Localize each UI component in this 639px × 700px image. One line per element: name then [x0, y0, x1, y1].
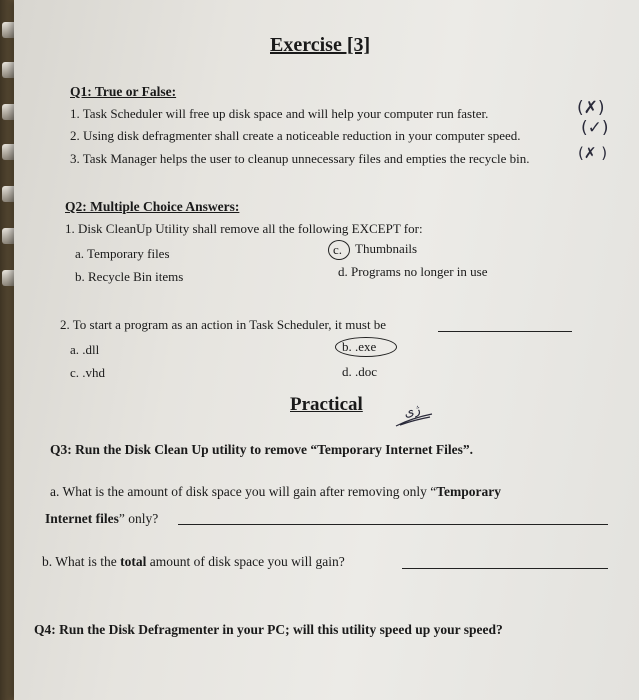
q3-heading: Q3: Run the Disk Clean Up utility to remove “Temporary Internet Files”.: [50, 442, 473, 457]
answer-blank: [402, 568, 608, 569]
q1-answer-3: (✗ ): [578, 144, 608, 162]
q3-part-a-line1: [50, 484, 501, 500]
q1-heading: Q1: True or False:: [70, 84, 177, 99]
q2-1-option-a: a. Temporary files: [75, 246, 170, 261]
exercise-title: Exercise [3]: [270, 34, 371, 56]
answer-blank: [178, 524, 608, 525]
q2-1-option-c: Thumbnails: [355, 241, 418, 256]
q3-b-text-2: amount of disk space you will gain?: [146, 554, 345, 569]
practical-heading: Practical: [290, 394, 363, 415]
q3-part-a-line2: [45, 511, 158, 527]
q2-question-1: 1. Disk CleanUp Utility shall remove all the following EXCEPT for:: [65, 221, 423, 236]
q1-answer-2: (✓): [581, 118, 609, 138]
q2-1-option-d: d. Programs no longer in use: [338, 264, 488, 279]
q2-2-option-b: b. .exe: [342, 339, 377, 354]
scribble-stroke: [394, 412, 434, 428]
handwritten-scribble: ژی: [402, 402, 423, 421]
q3-b-bold: total: [120, 554, 147, 569]
q1-item-3: 3. Task Manager helps the user to cleanup unnecessary files and empties the recycle bin.: [70, 151, 530, 166]
q4-heading: Q4: Run the Disk Defragmenter in your PC; will this utility speed up your speed?: [34, 622, 503, 637]
q1-item-2: 2. Using disk defragmenter shall create a noticeable reduction in your computer speed.: [70, 128, 521, 143]
q2-question-2: 2. To start a program as an action in Task Scheduler, it must be: [60, 317, 387, 332]
worksheet-page: [14, 0, 639, 700]
q2-2-option-d: d. .doc: [342, 364, 378, 379]
q2-1-option-b: b. Recycle Bin items: [75, 269, 184, 284]
q2-2-option-a: a. .dll: [70, 342, 100, 357]
q2-heading: Q2: Multiple Choice Answers:: [65, 199, 240, 214]
q2-1-option-c-letter: c.: [333, 242, 343, 257]
q3-a-text: a. What is the amount of disk space you will gain after removing only “: [50, 484, 437, 499]
q3-a-bold-2: Internet files: [45, 511, 119, 526]
answer-blank: [438, 331, 572, 332]
q1-item-1: 1. Task Scheduler will free up disk space and will help your computer run faster.: [70, 106, 489, 121]
q3-a-bold: Temporary: [436, 484, 502, 499]
q3-a-text-2: ” only?: [118, 511, 159, 526]
q3-b-text: b. What is the: [42, 554, 121, 569]
q1-answer-1: (✗): [577, 98, 605, 118]
q3-part-b: [42, 554, 345, 570]
q2-2-option-c: c. .vhd: [70, 365, 106, 380]
